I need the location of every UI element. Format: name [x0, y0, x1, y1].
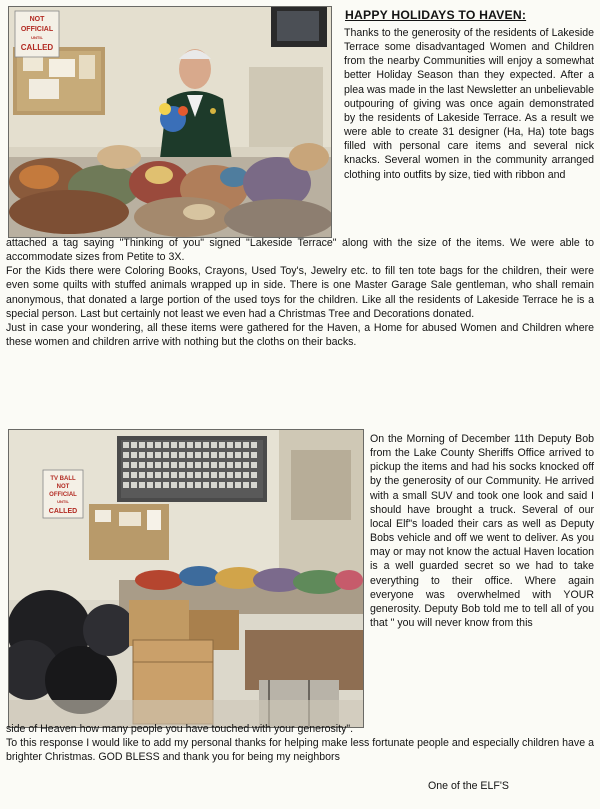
sign-line: CALLED	[20, 43, 54, 52]
paragraph-haven: Just in case your wondering, all these items were gathered for the Haven, a Home for abused Women and Children where these women and children arrive with nothing but the cloths on their backs.	[6, 321, 594, 349]
article-title: HAPPY HOLIDAYS TO HAVEN:	[345, 8, 527, 22]
sign-line: UNTIL	[31, 35, 43, 40]
paragraph-deputy: On the Morning of December 11th Deputy Bob from the Lake County Sheriffs Office arrived to pickup the items and had his socks knocked off by the generosity of our Community. He arrived with a small SUV and took one look and said I should have brought a truck. Several of our local Elf"s loaded their cars as well as Deputy Bobs vehicle and off we went to deliver. As you may or may not know the actual Haven location is a well guarded secret so we had to take everything to their office. Where again everyone was overwhelmed with YOUR generosity. Deputy Bob told me to tell all of you that " you will never know from this	[370, 433, 594, 630]
photo1-image	[9, 7, 331, 237]
full-width-text-top	[6, 236, 594, 349]
deputy-column	[370, 432, 594, 630]
paragraph-intro-continued: attached a tag saying "Thinking of you" signed "Lakeside Terrace" along with the size of the items. We were able to accommodate sizes from Petite to 3X.	[6, 237, 594, 264]
sign-line: NOT	[56, 484, 70, 490]
sign-line: OFFICIAL	[20, 26, 54, 33]
photo2-image	[9, 430, 363, 727]
sign-line: NOT	[29, 16, 45, 23]
photo-donations-room	[8, 429, 364, 728]
paragraph-deputy-continued: side of Heaven how many people you have touched with your generosity".	[6, 723, 354, 735]
paragraph-intro: Thanks to the generosity of the residents of Lakeside Terrace some disadvantaged Women and Children from the nearby Communities will enjoy a somewhat better Holiday Season than they expected. After a plea was made in the last Newsletter an unbelievable outpouring of giving was once again demonstrated by the residents of Lakeside Terrace. As a result we were able to create 31 designer (Ha, Ha) tote bags filled with personal care items and several nick knacks. Several women in the community arranged clothing into outfits by size, tied with ribbon and	[344, 27, 594, 181]
paragraph-thanks: To this response I would like to add my personal thanks for helping make less fortunate people and especially children have a brighter Christmas. GOD BLESS and thank you for being my neighbors	[6, 737, 594, 764]
sign-line: UNTIL	[57, 499, 69, 504]
signature: One of the ELF'S	[428, 780, 509, 792]
photo-deputy-with-tote-bags	[8, 6, 332, 238]
sign-line: OFFICIAL	[49, 492, 77, 498]
full-width-text-bottom	[6, 722, 594, 764]
paragraph-kids: For the Kids there were Coloring Books, Crayons, Used Toy's, Jewelry etc. to fill ten tote bags for the children, their were even some quilts with stuffed animals wrapped up in side. There is one Master Garage Sale gentleman, who shall remain anonymous, that donated a large portion of the used toys for the children. Like all the residents of Lakeside Terrace he is a special person. Last but certainly not least we even had a Christmas Tree and Decorations donated.	[6, 265, 594, 320]
sign-line: CALLED	[48, 508, 78, 515]
sign-line: TV BALL	[50, 476, 76, 482]
intro-column	[344, 26, 594, 182]
